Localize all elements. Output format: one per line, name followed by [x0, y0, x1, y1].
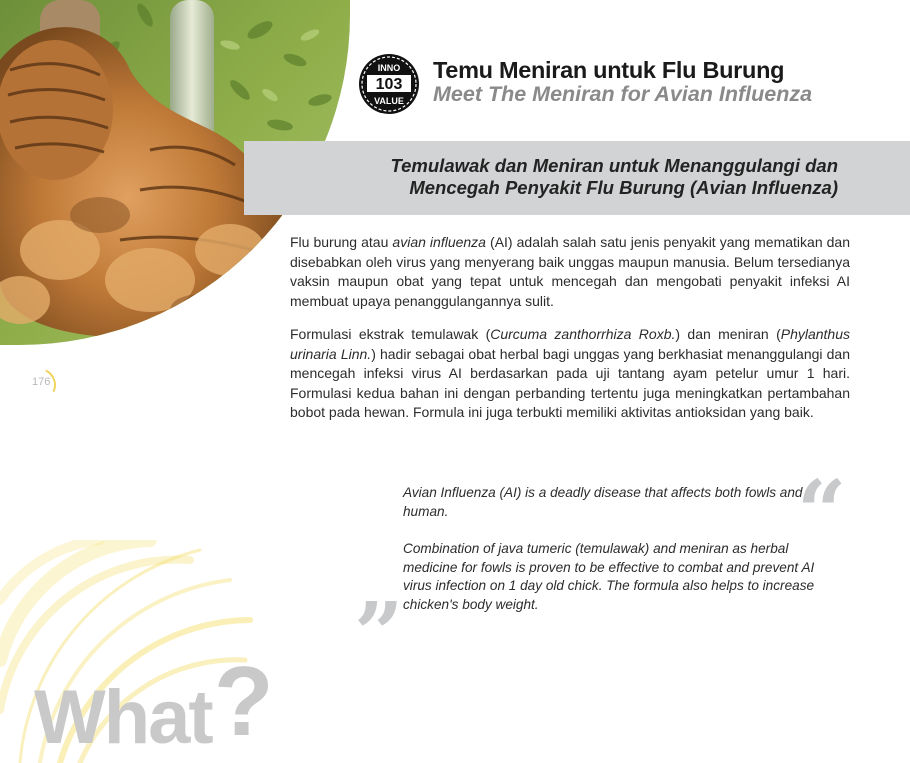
banner-line-2: Mencegah Penyakit Flu Burung (Avian Influenza): [409, 177, 838, 198]
what-watermark: [34, 646, 272, 760]
paragraph-2-text-c: ) hadir sebagai obat herbal bagi unggas yang berkhasiat menanggulangi dan mencegah infeksi virus AI berdasarkan pada uji tantang ayam petelur umur 1 hari. Formulasi kedua bahan ini dengan perbanding tertentu juga meningkatkan pertambahan bobot pada hewan. Formula ini juga terbukti memiliki aktivitas antioksidan yang baik.: [290, 345, 850, 420]
banner-heading: [391, 155, 838, 199]
paragraph-2: [290, 325, 850, 423]
paragraph-1-italic: avian influenza: [392, 234, 486, 250]
paragraph-1-text-a: Flu burung atau: [290, 234, 393, 250]
badge-bottom-text: VALUE: [374, 96, 404, 106]
banner-line-1: Temulawak dan Meniran untuk Menanggulangi dan: [390, 155, 838, 176]
question-mark: ?: [213, 646, 272, 756]
quote-text-1: Avian Influenza (AI) is a deadly disease that affects both fowls and human.: [403, 485, 803, 519]
paragraph-2-italic-1: Curcuma zanthorrhiza Roxb.: [490, 326, 676, 342]
page-title: Temu Meniran untuk Flu Burung: [433, 57, 785, 83]
what-word: What: [34, 675, 212, 760]
quote-open-mark: “: [797, 462, 847, 563]
paragraph-2-italic-2: Phylanthus urinaria Linn.: [290, 326, 851, 362]
paragraph-1-text-b: (AI) adalah salah satu jenis penyakit yang mematikan dan disebabkan oleh virus yang menyerang baik unggas maupun manusia. Belum tersedianya vaksin maupun obat yang tepat untuk mencegah dan mengobati penyakit infeksi AI membuat upaya penanggulangannya sulit.: [290, 234, 851, 309]
paragraph-1: [290, 233, 850, 311]
page-subtitle: Meet The Meniran for Avian Influenza: [433, 82, 813, 106]
badge-number: 103: [375, 76, 403, 93]
inno-value-badge: [357, 52, 421, 116]
paragraph-2-text-a: Formulasi ekstrak temulawak (: [290, 326, 491, 342]
section-banner: [244, 141, 910, 215]
badge-top-text: INNO: [377, 63, 401, 73]
paragraph-2-text-b: ) dan meniran (: [675, 326, 781, 342]
page-number: [22, 368, 56, 402]
quote-close-mark: ”: [354, 584, 404, 685]
page-number-text: 176: [32, 376, 51, 388]
quote-text-2: Combination of java tumeric (temulawak) and meniran as herbal medicine for fowls is proven to be effective to combat and prevent AI virus infection on 1 day old chick. The formula also helps to increase chicken's body weight.: [403, 541, 815, 612]
